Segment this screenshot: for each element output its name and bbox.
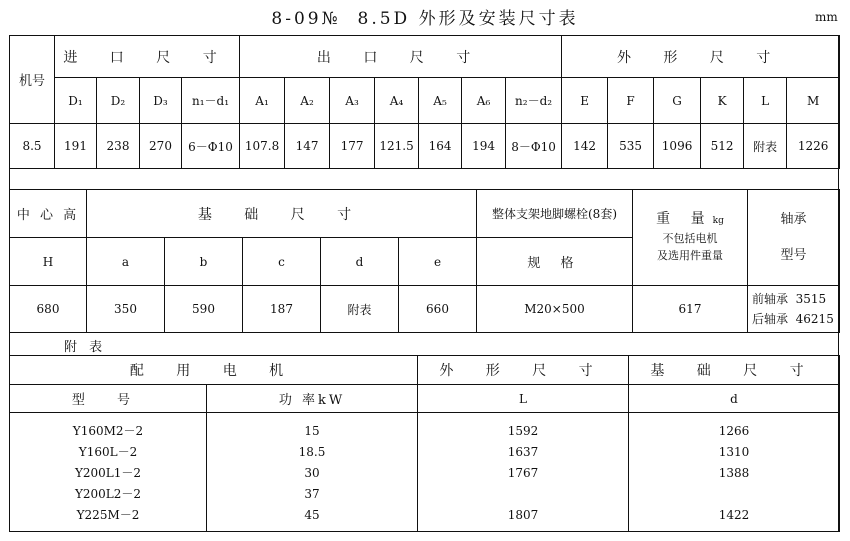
list-item: 30 [304,466,320,480]
appendix-label: 附 表 [64,340,107,355]
list-item: Y160L－2 [78,445,138,459]
list-item: 18.5 [298,445,326,459]
list-item: 1767 [507,466,539,480]
cell: 142 [562,124,608,169]
col-header: n₂－d₂ [506,78,562,124]
cell: 590 [165,286,243,333]
header-outline-group: 外 形 尺 寸 [418,356,629,385]
cell: 187 [243,286,321,333]
col-header: H [10,238,87,286]
list-item: 1637 [507,445,539,459]
list-item: 1422 [718,508,750,522]
col-header: e [399,238,477,286]
cell: 350 [87,286,165,333]
list-item: Y200L2－2 [74,487,142,501]
front-bearing-label: 前轴承 [752,292,789,306]
header-row [10,78,840,124]
cell: 164 [419,124,462,169]
cell: 6－Φ10 [182,124,240,169]
table-row [10,286,840,333]
cell: 1226 [787,124,840,169]
list-item: 1807 [507,508,539,522]
list-item [629,484,839,505]
foundation-table [9,189,840,333]
col-header: A₅ [419,78,462,124]
col-header: A₂ [285,78,330,124]
cell-bolt-spec: M20×500 [477,286,633,333]
front-bearing-value: 3515 [795,292,827,306]
page-title: 8-09№ 8.5D 外形及安装尺寸表 [271,9,579,29]
col-header: a [87,238,165,286]
cell: 8－Φ10 [506,124,562,169]
list-item: Y225M－2 [76,508,140,522]
list-item: Y200L1－2 [74,466,142,480]
motor-powers [207,413,418,532]
cell: 107.8 [240,124,285,169]
weight-unit: kg [712,216,724,226]
list-item: Y160M2－2 [72,424,144,438]
col-header-d: d [629,385,840,413]
header-machine-no: 机号 [10,36,55,124]
bearing-label-2: 型号 [780,247,807,263]
col-header: F [608,78,654,124]
header-weight [633,190,748,286]
list-item [418,484,628,505]
col-header: A₄ [375,78,419,124]
list-item: 45 [304,508,320,522]
col-header: c [243,238,321,286]
col-header: A₆ [462,78,506,124]
col-header: E [562,78,608,124]
col-header: d [321,238,399,286]
header-row [10,385,840,413]
cell: 147 [285,124,330,169]
col-header: b [165,238,243,286]
appendix-table [9,355,840,532]
header-bolts: 整体支架地脚螺栓(8套) [477,190,633,238]
cell: 535 [608,124,654,169]
separator-strip [9,168,839,189]
list-item: 1310 [718,445,750,459]
list-item: 1388 [718,466,750,480]
cell: 270 [140,124,182,169]
col-header: K [701,78,744,124]
cell: 238 [97,124,140,169]
weight-label: 重 量 [656,211,713,227]
header-foundation-group: 基 础 尺 寸 [629,356,840,385]
cell: 512 [701,124,744,169]
header-outlet-group: 出 口 尺 寸 [240,36,562,78]
motor-L-values [418,413,629,532]
table-row [10,124,840,169]
outline-dimension-table [9,35,840,169]
cell: 8.5 [10,124,55,169]
cell-weight: 617 [633,286,748,333]
header-outline-group: 外 形 尺 寸 [562,36,840,78]
rear-bearing-value: 46215 [795,312,834,326]
motor-d-values [629,413,840,532]
header-bearing [748,190,840,286]
col-header: M [787,78,840,124]
cell: 121.5 [375,124,419,169]
col-header-power: 功 率kW [207,385,418,413]
header-motor-group: 配 用 电 机 [10,356,418,385]
cell: 1096 [654,124,701,169]
col-header-model: 型 号 [10,385,207,413]
weight-note-1: 不包括电机 [662,232,718,245]
cell: 191 [55,124,97,169]
rear-bearing-label: 后轴承 [752,312,789,326]
header-inlet-group: 进 口 尺 寸 [55,36,240,78]
bearing-label-1: 轴承 [780,211,807,227]
motor-models [10,413,207,532]
header-center-height: 中 心 高 [10,190,87,238]
col-header: A₃ [330,78,375,124]
header-foundation-group: 基 础 尺 寸 [87,190,477,238]
cell: 194 [462,124,506,169]
col-header: G [654,78,701,124]
motor-data [10,413,840,532]
col-header: A₁ [240,78,285,124]
unit-label: mm [815,10,838,24]
col-header: D₃ [140,78,182,124]
cell-bearing [748,286,840,333]
list-item: 1592 [507,424,539,438]
list-item: 15 [304,424,320,438]
weight-note-2: 及选用件重量 [657,249,723,262]
col-header: n₁－d₁ [182,78,240,124]
cell: 附表 [321,286,399,333]
cell: 680 [10,286,87,333]
cell: 660 [399,286,477,333]
list-item: 1266 [718,424,750,438]
col-header: D₂ [97,78,140,124]
cell: 177 [330,124,375,169]
col-header-spec: 规 格 [477,238,633,286]
col-header: L [744,78,787,124]
list-item: 37 [304,487,320,501]
col-header: D₁ [55,78,97,124]
cell: 附表 [744,124,787,169]
col-header-L: L [418,385,629,413]
